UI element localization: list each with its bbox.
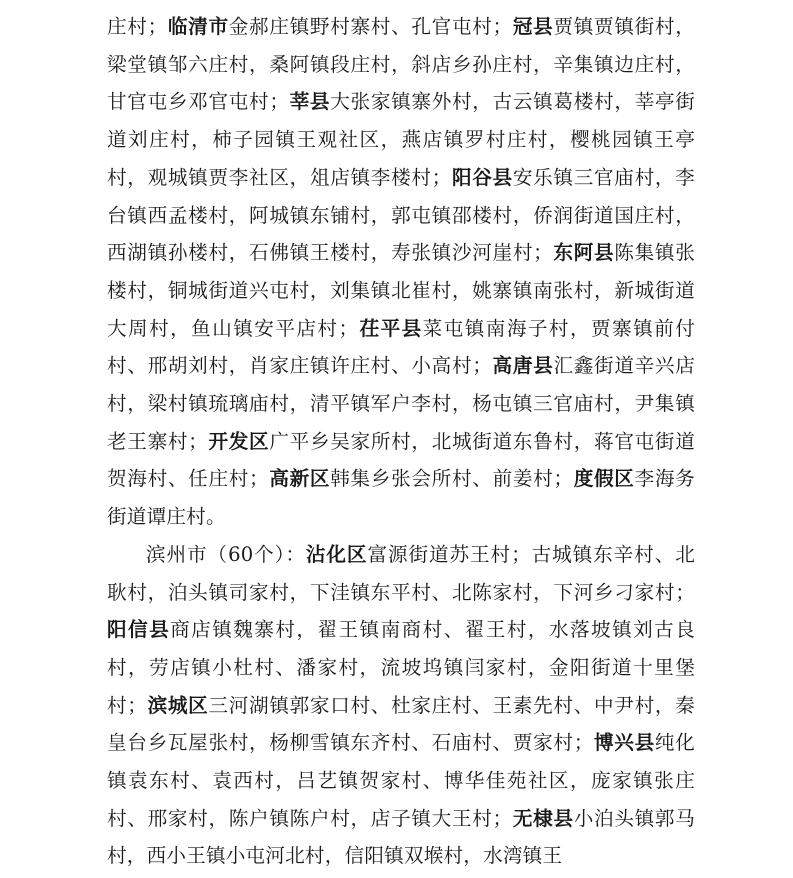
county-name: 度假区 <box>573 467 635 491</box>
village-list-text: 滨州市（60个）： <box>146 542 306 566</box>
village-list-text: 富源街道苏王村；古城镇东辛村、北耿村，泊头镇司家村，下洼镇东平村、北陈家村，下河乡刁家村； <box>107 542 696 604</box>
paragraph-binzhou-villages <box>107 536 695 875</box>
village-list-text: 庄村； <box>107 15 168 38</box>
village-list-text: 贾镇贾镇街村，梁堂镇邹六庄村，桑阿镇段庄村，斜店乡孙庄村，辛集镇边庄村，甘官屯乡邓官屯村； <box>107 15 695 114</box>
village-list-text: 菜屯镇南海子村，贾寨镇前付村、邢胡刘村，肖家庄镇许庄村、小高村； <box>107 316 695 378</box>
village-list-text: 三河湖镇郭家口村、杜家庄村、王素先村、中尹村，秦皇台乡瓦屋张村，杨柳雪镇东齐村、石庙村、贾家村； <box>107 693 695 755</box>
county-name: 开发区 <box>207 429 270 453</box>
village-list-text: 小泊头镇郭马村，西小王镇小屯河北村，信阳镇双堠村，水湾镇王 <box>107 806 696 868</box>
county-name: 无棣县 <box>512 806 574 830</box>
village-list-text: 商店镇魏寨村，翟王镇南商村、翟王村，水落坡镇刘古良村，劳店镇小杜村、潘家村，流坡坞镇闫家村，金阳街道十里堡村； <box>107 618 695 717</box>
county-name: 莘县 <box>289 90 331 114</box>
county-name: 滨城区 <box>147 693 209 717</box>
county-name: 阳信县 <box>107 618 171 642</box>
county-name: 阳谷县 <box>451 165 513 189</box>
document-page <box>107 8 695 875</box>
village-list-text: 安乐镇三官庙村，李台镇西孟楼村，阿城镇东铺村，郭屯镇邵楼村，侨润街道国庄村，西湖镇孙楼村，石佛镇王楼村，寿张镇沙河崖村； <box>107 165 695 265</box>
paragraph-liaocheng-villages <box>107 8 695 536</box>
village-list-text: 广平乡吴家所村，北城街道东鲁村，蒋官屯街道贺海村、任庄村； <box>107 429 696 491</box>
village-list-text: 大张家镇寨外村，古云镇葛楼村，莘亭街道刘庄村，柿子园镇王观社区，燕店镇罗村庄村，樱桃园镇王亭村，观城镇贾李社区，俎店镇李楼村； <box>107 90 695 189</box>
county-name: 博兴县 <box>593 731 655 755</box>
county-name: 冠县 <box>512 15 554 38</box>
village-list-text: 陈集镇张楼村，铜城街道兴屯村，刘集镇北崔村，姚寨镇南张村，新城街道大周村，鱼山镇安平店村； <box>107 241 695 340</box>
county-name: 高新区 <box>268 467 331 491</box>
county-name: 茌平县 <box>358 316 423 340</box>
county-name: 东阿县 <box>552 241 615 265</box>
village-list-text: 韩集乡张会所村、前姜村； <box>330 467 574 491</box>
village-list-text: 纯化镇袁东村、袁西村，吕艺镇贺家村、博华佳苑社区，庞家镇张庄村、邢家村，陈户镇陈户村，店子镇大王村； <box>107 731 695 830</box>
county-name: 沾化区 <box>305 542 368 566</box>
county-name: 临清市 <box>167 15 229 38</box>
village-list-text: 金郝庄镇野村寨村、孔官屯村； <box>228 15 513 38</box>
village-list-text: 李海务街道谭庄村。 <box>107 467 695 529</box>
village-list-text: 汇鑫街道辛兴店村，梁村镇琉璃庙村，清平镇军户李村，杨屯镇三官庙村，尹集镇老王寨村； <box>107 354 695 453</box>
county-name: 高唐县 <box>492 354 554 378</box>
